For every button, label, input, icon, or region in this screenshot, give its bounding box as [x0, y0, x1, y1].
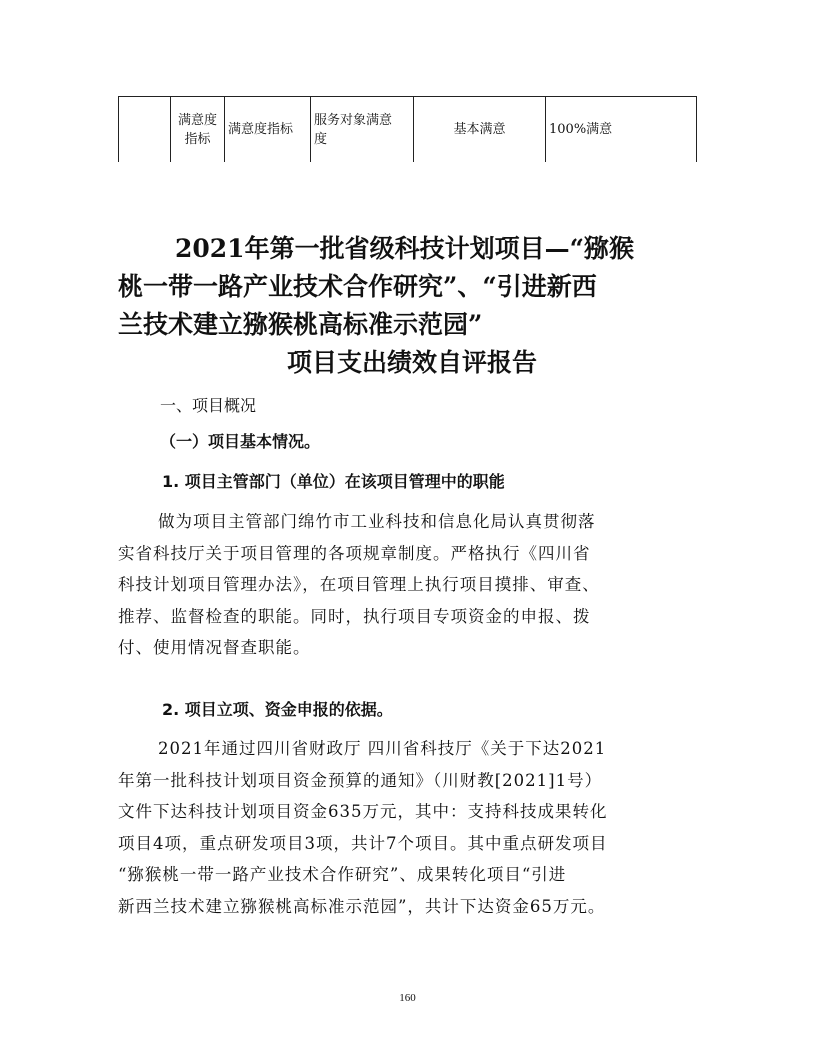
paragraph-line: 项目4项，重点研发项目3项，共计7个项目。其中重点研发项目: [118, 833, 608, 853]
title-line: 2021年第一批省级科技计划项目—“猕猴: [175, 234, 634, 263]
table-cell-indicator-name: 服务对象满意 度: [311, 97, 414, 163]
table-cell-indicator-type: 满意度 指标: [171, 97, 225, 163]
table-cell-empty: [119, 97, 171, 163]
paragraph: [118, 506, 698, 664]
subsection-heading: 1. 项目主管部门（单位）在该项目管理中的职能: [162, 472, 505, 491]
paragraph-line: 推荐、监督检查的职能。同时，执行项目专项资金的申报、拨: [118, 606, 591, 626]
section-heading: 一、项目概况: [160, 396, 257, 415]
table-cell-indicator-level2: 满意度指标: [225, 97, 311, 163]
report-title: [118, 230, 698, 382]
paragraph-line: 年第一批科技计划项目资金预算的通知》（川财教[2021]1号）: [118, 770, 603, 790]
title-line: 兰技术建立猕猴桃高标准示范园”: [118, 310, 483, 339]
paragraph-line: “猕猴桃一带一路产业技术合作研究”、成果转化项目“引进: [118, 865, 567, 884]
paragraph: [118, 733, 698, 922]
paragraph-line: 文件下达科技计划项目资金635万元，其中：支持科技成果转化: [118, 802, 608, 821]
page-number: 160: [399, 992, 416, 1004]
table-cell-target: 基本满意: [414, 97, 546, 163]
paragraph-line: 新西兰技术建立猕猴桃高标准示范园”，共计下达资金65万元。: [118, 896, 606, 916]
paragraph-line: 付、使用情况督查职能。: [118, 638, 311, 657]
paragraph-line: 做为项目主管部门绵竹市工业科技和信息化局认真贯彻落: [158, 512, 596, 531]
paragraph-line: 科技计划项目管理办法》，在项目管理上执行项目摸排、审查、: [118, 575, 600, 594]
indicator-table: [118, 96, 697, 162]
title-line: 桃一带一路产业技术合作研究”、“引进新西: [118, 272, 597, 301]
table-cell-actual: 100%满意: [546, 97, 697, 163]
subsection-heading: 2. 项目立项、资金申报的依据。: [162, 700, 393, 719]
table-row: [119, 97, 697, 163]
title-line: 项目支出绩效自评报告: [286, 348, 537, 377]
subsection-heading: （一）项目基本情况。: [160, 432, 321, 451]
paragraph-line: 实省科技厅关于项目管理的各项规章制度。严格执行《四川省: [118, 543, 591, 563]
paragraph-line: 2021年通过四川省财政厅 四川省科技厅《关于下达2021: [158, 739, 607, 758]
